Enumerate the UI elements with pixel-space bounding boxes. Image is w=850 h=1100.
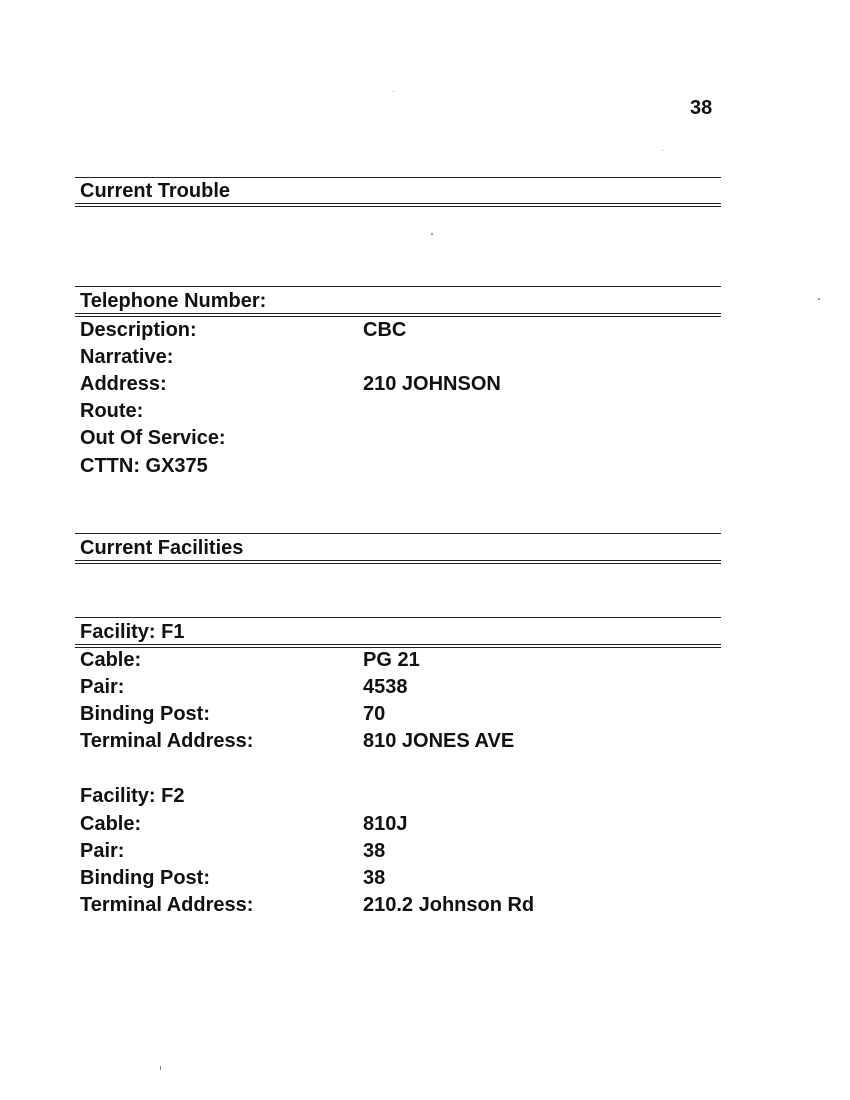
field-label: Narrative:	[80, 346, 174, 368]
field-row	[80, 730, 720, 756]
divider	[75, 644, 721, 645]
field-label: Pair:	[80, 840, 125, 862]
page-number: 38	[690, 97, 713, 119]
field-row	[80, 813, 720, 839]
field-label: Description:	[80, 319, 197, 341]
divider	[75, 206, 721, 207]
field-value: 810 JONES AVE	[363, 730, 515, 752]
field-value: CBC	[363, 319, 407, 341]
divider	[75, 177, 721, 178]
divider	[75, 647, 721, 648]
field-row	[80, 676, 720, 702]
facility-f1-heading: Facility: F1	[80, 621, 185, 643]
field-value: 38	[363, 840, 386, 862]
field-value: 70	[363, 703, 386, 725]
field-value: 38	[363, 867, 386, 889]
field-row	[80, 894, 720, 920]
divider	[75, 533, 721, 534]
field-row	[80, 427, 720, 453]
field-row	[80, 373, 720, 399]
field-label: CTTN: GX375	[80, 455, 208, 477]
telephone-number-heading: Telephone Number:	[80, 290, 267, 312]
divider	[75, 560, 721, 561]
divider	[75, 316, 721, 317]
scan-speck	[662, 150, 663, 151]
current-facilities-heading: Current Facilities	[80, 537, 244, 559]
divider	[75, 203, 721, 204]
field-row	[80, 400, 720, 426]
field-value: 4538	[363, 676, 408, 698]
field-label: Out Of Service:	[80, 427, 226, 449]
current-trouble-heading: Current Trouble	[80, 180, 231, 202]
field-label: Terminal Address:	[80, 730, 254, 752]
scan-speck	[160, 1066, 161, 1070]
field-value: 810J	[363, 813, 408, 835]
field-row	[80, 455, 720, 481]
field-label: Binding Post:	[80, 703, 210, 725]
divider	[75, 313, 721, 314]
field-row	[80, 867, 720, 893]
field-row	[80, 346, 720, 372]
field-label: Cable:	[80, 813, 142, 835]
divider	[75, 617, 721, 618]
scan-speck	[431, 233, 433, 235]
facility-f2-heading: Facility: F2	[80, 785, 185, 807]
field-row	[80, 703, 720, 729]
scan-speck	[818, 298, 820, 300]
scan-speck	[393, 91, 394, 92]
field-value: 210.2 Johnson Rd	[363, 894, 535, 916]
field-value: PG 21	[363, 649, 420, 671]
field-label: Pair:	[80, 676, 125, 698]
field-value: 210 JOHNSON	[363, 373, 501, 395]
field-label: Terminal Address:	[80, 894, 254, 916]
divider	[75, 563, 721, 564]
field-row	[80, 319, 720, 345]
field-row	[80, 649, 720, 675]
divider	[75, 286, 721, 287]
field-label: Binding Post:	[80, 867, 210, 889]
field-label: Route:	[80, 400, 144, 422]
field-row	[80, 840, 720, 866]
field-label: Cable:	[80, 649, 142, 671]
field-label: Address:	[80, 373, 167, 395]
